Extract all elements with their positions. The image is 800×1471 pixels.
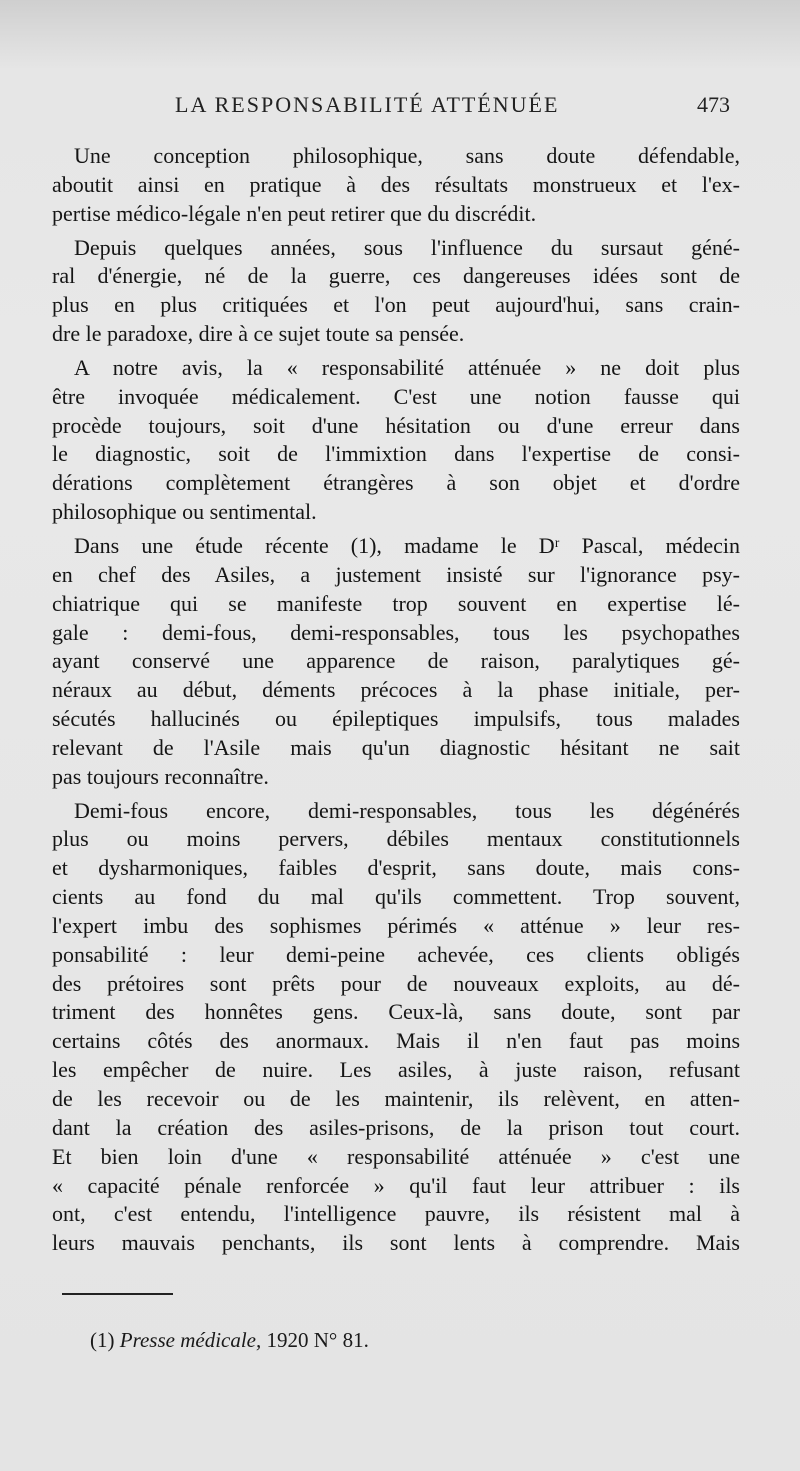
- paragraph: [52, 797, 740, 1259]
- footnote-marker: (1): [90, 1328, 115, 1352]
- text-line: Demi-fous encore, demi-responsables, tous les dégénérés: [74, 797, 740, 823]
- text-line: aboutit ainsi en pratique à des résultats monstrueux et l'ex-: [52, 171, 740, 197]
- text-line: néraux au début, déments précoces à la phase initiale, per-: [52, 677, 740, 703]
- text-line: des prétoires sont prêts pour de nouveaux exploits, au dé-: [52, 970, 740, 996]
- text-line: procède toujours, soit d'une hésitation ou d'une erreur dans: [52, 412, 740, 438]
- text-line: plus en plus critiquées et l'on peut aujourd'hui, sans crain-: [52, 292, 740, 318]
- text-line: dérations complètement étrangères à son objet et d'ordre: [52, 470, 740, 496]
- paragraph: [52, 354, 740, 527]
- text-line: ont, c'est entendu, l'intelligence pauvre, ils résistent mal à: [52, 1201, 740, 1227]
- text-line: ponsabilité : leur demi-peine achevée, ces clients obligés: [52, 941, 740, 967]
- page-number: 473: [697, 92, 730, 117]
- text-line: plus ou moins pervers, débiles mentaux constitutionnels: [52, 826, 740, 852]
- running-title: LA RESPONSABILITÉ ATTÉNUÉE: [175, 92, 560, 117]
- text-line: sécutés hallucinés ou épileptiques impulsifs, tous malades: [52, 706, 740, 732]
- text-line: les empêcher de nuire. Les asiles, à juste raison, refusant: [52, 1057, 740, 1083]
- text-line: en chef des Asiles, a justement insisté sur l'ignorance psy-: [52, 561, 740, 587]
- text-line: ayant conservé une apparence de raison, paralytiques gé-: [52, 648, 740, 674]
- text-line: cients au fond du mal qu'ils commettent. Trop souvent,: [52, 884, 740, 910]
- text-line: Et bien loin d'une « responsabilité atténuée » c'est une: [52, 1143, 740, 1169]
- paragraph: [52, 532, 740, 792]
- text-line: Dans une étude récente (1), madame le Dʳ Pascal, médecin: [74, 532, 740, 558]
- text-line: leurs mauvais penchants, ils sont lents à comprendre. Mais: [52, 1230, 740, 1256]
- text-line: Depuis quelques années, sous l'influence du sursaut géné-: [74, 234, 740, 260]
- text-line: Une conception philosophique, sans doute défendable,: [74, 143, 740, 168]
- text-line: l'expert imbu des sophismes périmés « atténue » leur res-: [52, 912, 740, 938]
- text-line: dant la création des asiles-prisons, de la prison tout court.: [52, 1114, 740, 1140]
- text-line: gale : demi-fous, demi-responsables, tous les psychopathes: [52, 619, 740, 645]
- text-line: certains côtés des anormaux. Mais il n'en faut pas moins: [52, 1028, 740, 1054]
- text-line: philosophique ou sentimental.: [52, 499, 317, 525]
- body-text: [52, 142, 740, 1258]
- text-line: « capacité pénale renforcée » qu'il faut leur attribuer : ils: [52, 1172, 740, 1198]
- text-line: et dysharmoniques, faibles d'esprit, sans doute, mais cons-: [52, 855, 740, 881]
- text-line: le diagnostic, soit de l'immixtion dans l'expertise de consi-: [52, 441, 740, 467]
- footnote: [90, 1328, 369, 1353]
- paragraph: [52, 142, 740, 229]
- text-line: pas toujours reconnaître.: [52, 763, 269, 789]
- footnote-source: Presse médicale,: [119, 1328, 262, 1352]
- paragraph: [52, 234, 740, 349]
- text-line: A notre avis, la « responsabilité atténuée » ne doit plus: [74, 354, 740, 380]
- text-line: ral d'énergie, né de la guerre, ces dangereuses idées sont de: [52, 263, 740, 289]
- page-header: [0, 92, 800, 122]
- footnote-details: 1920 N° 81.: [266, 1328, 369, 1352]
- text-line: pertise médico-légale n'en peut retirer que du discrédit.: [52, 200, 537, 226]
- text-line: dre le paradoxe, dire à ce sujet toute sa pensée.: [52, 321, 465, 347]
- text-line: de les recevoir ou de les maintenir, ils relèvent, en atten-: [52, 1086, 740, 1111]
- text-line: triment des honnêtes gens. Ceux-là, sans doute, sont par: [52, 999, 740, 1025]
- text-line: être invoquée médicalement. C'est une notion fausse qui: [52, 383, 740, 409]
- text-line: chiatrique qui se manifeste trop souvent en expertise lé-: [52, 590, 740, 616]
- footnote-separator: [62, 1293, 173, 1295]
- text-line: relevant de l'Asile mais qu'un diagnostic hésitant ne sait: [52, 734, 740, 760]
